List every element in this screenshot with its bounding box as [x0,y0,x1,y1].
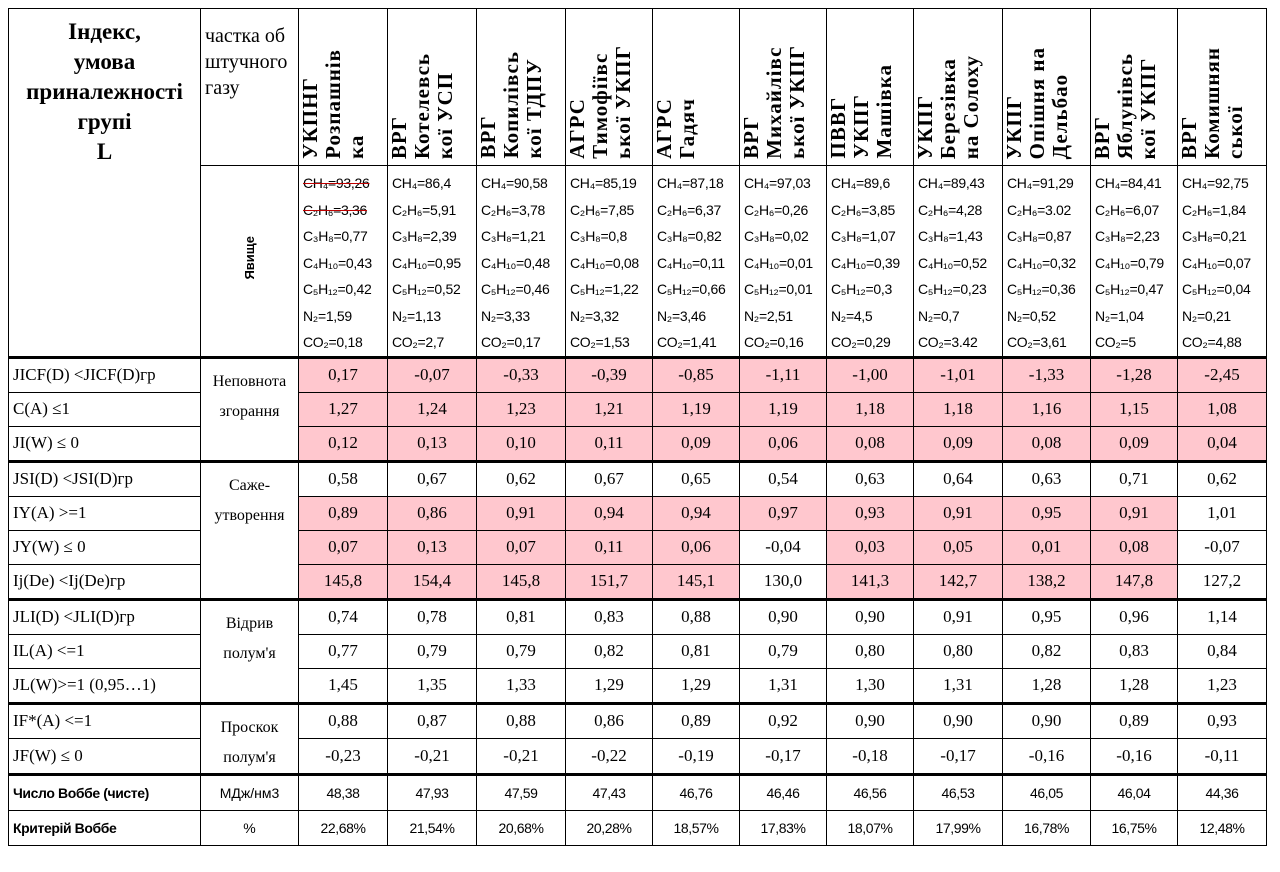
index-value: 0,05 [914,530,1003,564]
gas-composition-cell [388,166,477,358]
index-row [9,461,1267,496]
index-value: 0,79 [388,634,477,668]
index-row [9,739,1267,775]
index-value: 0,82 [566,634,653,668]
station-header: УКПГ Березівка на Солоху [914,9,1003,166]
component-value: N₂=1,13 [392,307,441,324]
index-value: -0,19 [653,739,740,775]
index-value: 130,0 [740,564,827,599]
component-value: C₂H₆=0,26 [744,201,809,218]
index-value: -0,21 [388,739,477,775]
index-value: 0,86 [566,703,653,739]
index-value: -0,07 [1178,530,1267,564]
index-value: -0,11 [1178,739,1267,775]
index-value: 0,81 [477,599,566,634]
index-value: 0,54 [740,461,827,496]
index-value: 0,90 [740,599,827,634]
index-value: -0,16 [1003,739,1091,775]
index-value: 0,78 [388,599,477,634]
component-value: C₃H₈=1,43 [918,228,983,244]
component-value: C₂H₆=7,85 [570,201,635,218]
index-value: -0,33 [477,357,566,392]
index-value: 1,28 [1003,668,1091,703]
station-header: ВРГ Котелевсь кої УСП [388,9,477,166]
gas-composition-cell [566,166,653,358]
index-value: 0,07 [477,530,566,564]
index-value: 0,90 [827,599,914,634]
component-value: C₄H₁₀=0,52 [918,254,987,271]
index-value: 0,87 [388,703,477,739]
group-label: Відрив полум'я [201,599,299,703]
wobbe-value: 17,99% [914,810,1003,845]
index-value: 0,06 [653,530,740,564]
index-value: 0,11 [566,530,653,564]
gas-composition-cell [740,166,827,358]
component-value: C₅H₁₂=0,04 [1182,281,1251,297]
index-value: 1,29 [566,668,653,703]
index-value: -1,11 [740,357,827,392]
index-value: 0,71 [1091,461,1178,496]
component-value: C₅H₁₂=0,46 [481,281,550,297]
index-value: 0,83 [1091,634,1178,668]
component-value: CH₄=91,29 [1007,175,1074,191]
index-value: 0,79 [477,634,566,668]
index-value: 145,8 [299,564,388,599]
index-value: 0,93 [827,496,914,530]
index-value: 0,97 [740,496,827,530]
component-value: CO₂=2,7 [392,334,444,350]
wobbe-value: 46,53 [914,774,1003,810]
index-value: 1,23 [1178,668,1267,703]
component-value: C₃H₈=0,77 [303,228,368,244]
index-value: 0,86 [388,496,477,530]
index-row [9,634,1267,668]
index-value: 0,93 [1178,703,1267,739]
wobbe-value: 47,59 [477,774,566,810]
gas-composition-cell [827,166,914,358]
index-value: -0,16 [1091,739,1178,775]
wobbe-value: 47,43 [566,774,653,810]
index-value: 1,23 [477,392,566,426]
index-value: 0,13 [388,530,477,564]
index-condition: JICF(D) <JICF(D)гр [9,357,201,392]
index-value: 0,08 [827,426,914,461]
component-value: CO₂=5 [1095,334,1136,350]
index-condition: JL(W)>=1 (0,95…1) [9,668,201,703]
index-value: 0,88 [477,703,566,739]
index-row [9,496,1267,530]
component-value: CH₄=89,43 [918,175,985,191]
index-value: 1,30 [827,668,914,703]
component-value: C₃H₈=1,07 [831,228,896,244]
index-value: 0,82 [1003,634,1091,668]
component-value: C₄H₁₀=0,11 [657,254,725,271]
index-value: 0,79 [740,634,827,668]
index-value: 151,7 [566,564,653,599]
index-value: -0,18 [827,739,914,775]
component-value: CH₄=87,18 [657,175,724,191]
index-value: 1,16 [1003,392,1091,426]
component-value: C₃H₈=2,39 [392,228,457,244]
component-value: CO₂=0,16 [744,334,804,350]
index-value: 142,7 [914,564,1003,599]
component-value: N₂=2,51 [744,307,793,324]
wobbe-value: 18,57% [653,810,740,845]
gas-composition-cell [1178,166,1267,358]
index-row [9,392,1267,426]
index-value: 0,67 [566,461,653,496]
component-value: C₄H₁₀=0,79 [1095,254,1164,271]
gas-composition-cell [653,166,740,358]
index-value: 0,90 [914,703,1003,739]
component-value: N₂=0,21 [1182,307,1231,324]
index-value: 0,67 [388,461,477,496]
index-column-header: Індекс, умова приналежності групі L [9,9,201,358]
index-value: 0,90 [827,703,914,739]
index-value: 0,95 [1003,599,1091,634]
component-value: C₂H₆=3,78 [481,201,546,218]
wobbe-unit: % [201,810,299,845]
wobbe-row [9,810,1267,845]
index-value: 0,83 [566,599,653,634]
index-value: 1,28 [1091,668,1178,703]
index-value: 0,80 [827,634,914,668]
index-value: -0,39 [566,357,653,392]
group-label: Проскок полум'я [201,703,299,774]
index-value: 138,2 [1003,564,1091,599]
index-value: 0,09 [914,426,1003,461]
wobbe-value: 48,38 [299,774,388,810]
wobbe-value: 46,76 [653,774,740,810]
index-row [9,426,1267,461]
station-header: ПВВГ УКПГ Машівка [827,9,914,166]
component-value: CO₂=4,88 [1182,334,1242,350]
station-header: ВРГ Михайлівс ької УКПГ [740,9,827,166]
index-condition: Ij(De) <Ij(De)гр [9,564,201,599]
index-value: 0,09 [1091,426,1178,461]
component-value: C₄H₁₀=0,32 [1007,254,1076,271]
component-value: C₅H₁₂=0,47 [1095,281,1164,297]
index-row [9,530,1267,564]
component-value: CO₂=3,61 [1007,334,1067,350]
index-value: 0,09 [653,426,740,461]
index-value: 0,17 [299,357,388,392]
component-value: C₃H₈=0,21 [1182,228,1247,244]
component-value: C₅H₁₂=0,3 [831,281,892,297]
component-value: CH₄=84,41 [1095,175,1162,191]
index-value: 0,94 [653,496,740,530]
index-condition: JY(W) ≤ 0 [9,530,201,564]
component-value: C₄H₁₀=0,01 [744,254,813,271]
component-value: C₃H₈=0,8 [570,228,627,244]
component-value: C₃H₈=0,02 [744,228,809,244]
index-value: 0,91 [914,599,1003,634]
index-value: 141,3 [827,564,914,599]
component-value: C₅H₁₂=0,01 [744,281,813,297]
index-value: 0,10 [477,426,566,461]
index-value: -0,17 [914,739,1003,775]
component-value: N₂=0,52 [1007,307,1056,324]
index-value: 0,94 [566,496,653,530]
index-value: 1,18 [914,392,1003,426]
index-value: 0,62 [477,461,566,496]
station-header: АГРС Гадяч [653,9,740,166]
index-condition: JLI(D) <JLI(D)гр [9,599,201,634]
index-value: 0,58 [299,461,388,496]
index-value: 1,19 [740,392,827,426]
index-value: 0,12 [299,426,388,461]
index-value: -0,21 [477,739,566,775]
index-value: 1,01 [1178,496,1267,530]
station-header: УКПНГ Розпашнів ка [299,9,388,166]
group-label: Саже- утворення [201,461,299,599]
wobbe-unit: МДж/нм3 [201,774,299,810]
index-value: 0,13 [388,426,477,461]
component-value: CO₂=1,53 [570,334,630,350]
component-value: CH₄=90,58 [481,175,548,191]
index-condition: JF(W) ≤ 0 [9,739,201,775]
index-condition: IF*(A) <=1 [9,703,201,739]
wobbe-value: 16,78% [1003,810,1091,845]
component-value: C₂H₆=6,37 [657,201,722,218]
index-value: 1,21 [566,392,653,426]
index-condition: JI(W) ≤ 0 [9,426,201,461]
component-value: CO₂=0,18 [303,334,363,350]
component-value: CH₄=92,75 [1182,175,1249,191]
wobbe-value: 12,48% [1178,810,1267,845]
component-value: C₃H₈=1,21 [481,228,546,244]
index-row [9,599,1267,634]
component-value: C₂H₆=4,28 [918,201,983,218]
index-value: 0,03 [827,530,914,564]
gas-composition-cell [1091,166,1178,358]
index-value: 1,33 [477,668,566,703]
index-value: 0,62 [1178,461,1267,496]
wobbe-value: 44,36 [1178,774,1267,810]
component-value: CO₂=0,17 [481,334,541,350]
station-header: ВРГ Комишнян ської [1178,9,1267,166]
component-value: N₂=3,32 [570,307,619,324]
index-value: 1,18 [827,392,914,426]
wobbe-label: Критерій Воббе [9,810,201,845]
index-value: 0,77 [299,634,388,668]
component-value: CH₄=85,19 [570,175,637,191]
component-value: C₄H₁₀=0,08 [570,254,639,271]
gas-indices-table [8,8,1267,846]
index-value: 1,27 [299,392,388,426]
index-value: -2,45 [1178,357,1267,392]
wobbe-value: 46,04 [1091,774,1178,810]
component-value: C₂H₆=1,84 [1182,201,1247,218]
component-value: C₂H₆=3.02 [1007,201,1072,218]
component-value: C₄H₁₀=0,48 [481,254,550,271]
gas-composition-cell [299,166,388,358]
wobbe-row [9,774,1267,810]
index-value: 1,19 [653,392,740,426]
component-value: C₄H₁₀=0,07 [1182,254,1251,271]
index-value: 154,4 [388,564,477,599]
index-condition: JSI(D) <JSI(D)гр [9,461,201,496]
component-value: N₂=0,7 [918,307,960,324]
wobbe-value: 46,05 [1003,774,1091,810]
component-value: C₄H₁₀=0,39 [831,254,900,271]
index-value: -1,00 [827,357,914,392]
component-value: C₂H₆=3,36 [303,201,368,218]
component-value: C₄H₁₀=0,95 [392,254,461,271]
index-value: 145,8 [477,564,566,599]
index-value: 1,29 [653,668,740,703]
index-value: 1,08 [1178,392,1267,426]
index-value: 0,89 [653,703,740,739]
index-row [9,703,1267,739]
index-value: 0,91 [1091,496,1178,530]
component-value: N₂=4,5 [831,307,873,324]
index-value: -1,33 [1003,357,1091,392]
component-value: CO₂=0,29 [831,334,891,350]
wobbe-value: 17,83% [740,810,827,845]
index-value: 0,74 [299,599,388,634]
index-value: 0,08 [1091,530,1178,564]
station-header-row [9,9,1267,166]
index-value: 0,95 [1003,496,1091,530]
index-value: 147,8 [1091,564,1178,599]
index-value: 1,31 [740,668,827,703]
index-value: -0,85 [653,357,740,392]
index-value: 0,06 [740,426,827,461]
index-value: 0,04 [1178,426,1267,461]
index-value: 0,88 [299,703,388,739]
index-condition: C(A) ≤1 [9,392,201,426]
index-value: -0,22 [566,739,653,775]
index-value: 0,90 [1003,703,1091,739]
index-value: 0,89 [1091,703,1178,739]
index-row [9,668,1267,703]
component-value: N₂=1,59 [303,307,352,324]
component-value: N₂=1,04 [1095,307,1144,324]
wobbe-label: Число Воббе (чисте) [9,774,201,810]
wobbe-value: 20,68% [477,810,566,845]
component-value: C₅H₁₂=1,22 [570,281,639,297]
component-value: C₅H₁₂=0,42 [303,281,372,297]
index-value: 0,96 [1091,599,1178,634]
component-value: C₅H₁₂=0,52 [392,281,461,297]
component-value: CH₄=97,03 [744,175,811,191]
index-value: 1,45 [299,668,388,703]
station-header: ВРГ Копилівсь кої ТДПУ [477,9,566,166]
component-value: N₂=3,46 [657,307,706,324]
index-value: 0,64 [914,461,1003,496]
component-value: C₅H₁₂=0,66 [657,281,726,297]
index-value: -0,17 [740,739,827,775]
group-label: Неповнота згорання [201,357,299,461]
station-header: АГРС Тимофіївс ької УКПГ [566,9,653,166]
index-value: -1,28 [1091,357,1178,392]
index-value: 1,14 [1178,599,1267,634]
component-value: CO₂=1,41 [657,334,717,350]
component-value: C₄H₁₀=0,43 [303,254,372,271]
component-value: C₃H₈=0,82 [657,228,722,244]
index-condition: IL(A) <=1 [9,634,201,668]
index-row [9,357,1267,392]
component-value: CH₄=86,4 [392,175,451,191]
index-value: 0,65 [653,461,740,496]
index-value: 145,1 [653,564,740,599]
index-value: 127,2 [1178,564,1267,599]
component-value: C₅H₁₂=0,36 [1007,281,1076,297]
wobbe-value: 20,28% [566,810,653,845]
index-value: 0,92 [740,703,827,739]
index-value: 0,63 [1003,461,1091,496]
index-value: 0,84 [1178,634,1267,668]
index-value: 0,11 [566,426,653,461]
wobbe-value: 46,46 [740,774,827,810]
index-value: 0,88 [653,599,740,634]
index-value: 0,81 [653,634,740,668]
station-header: УКПГ Опішня на Дельбао [1003,9,1091,166]
index-value: 1,24 [388,392,477,426]
index-value: -0,07 [388,357,477,392]
gas-composition-cell [914,166,1003,358]
index-value: 1,15 [1091,392,1178,426]
component-value: CH₄=89,6 [831,175,890,191]
wobbe-value: 18,07% [827,810,914,845]
index-value: 0,91 [477,496,566,530]
wobbe-value: 47,93 [388,774,477,810]
phenomenon-label: Явище [201,166,299,358]
component-value: C₃H₈=0,87 [1007,228,1072,244]
share-column-header: частка об штучного газу [201,9,299,166]
index-row [9,564,1267,599]
index-value: -0,23 [299,739,388,775]
component-value: C₂H₆=3,85 [831,201,896,218]
index-value: 0,63 [827,461,914,496]
index-value: -0,04 [740,530,827,564]
gas-composition-cell [1003,166,1091,358]
wobbe-value: 46,56 [827,774,914,810]
index-value: 0,07 [299,530,388,564]
index-value: 0,01 [1003,530,1091,564]
gas-composition-cell [477,166,566,358]
component-value: N₂=3,33 [481,307,530,324]
component-value: C₂H₆=5,91 [392,201,457,218]
component-value: CO₂=3.42 [918,334,978,350]
wobbe-value: 21,54% [388,810,477,845]
component-value: C₂H₆=6,07 [1095,201,1160,218]
index-value: 1,31 [914,668,1003,703]
index-value: 0,08 [1003,426,1091,461]
index-value: -1,01 [914,357,1003,392]
station-header: ВРГ Яблунівсь кої УКПГ [1091,9,1178,166]
index-condition: IY(A) >=1 [9,496,201,530]
component-value: C₃H₈=2,23 [1095,228,1160,244]
index-value: 0,91 [914,496,1003,530]
index-value: 1,35 [388,668,477,703]
wobbe-value: 16,75% [1091,810,1178,845]
wobbe-value: 22,68% [299,810,388,845]
component-value: CH₄=93,26 [303,175,370,191]
index-value: 0,80 [914,634,1003,668]
index-value: 0,89 [299,496,388,530]
component-value: C₅H₁₂=0,23 [918,281,987,297]
